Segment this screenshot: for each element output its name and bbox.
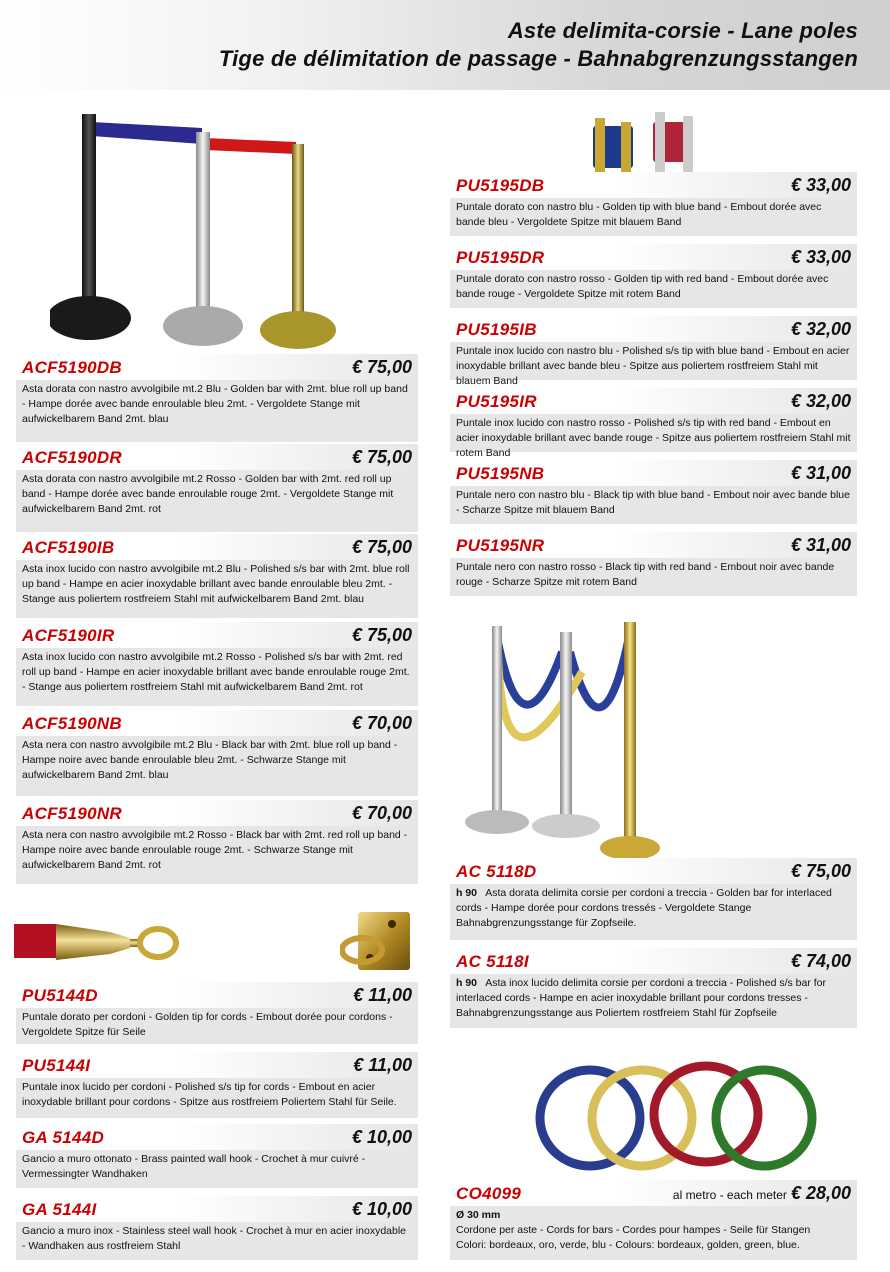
rope-stanchions-image xyxy=(462,612,662,862)
product-description: Puntale nero con nastro blu - Black tip with blue band - Embout noir avec bande blue - Scharze Spitze mit blauem Band xyxy=(456,489,850,516)
product-code: ACF5190IB xyxy=(22,538,115,557)
product-price: € 33,00 xyxy=(790,247,851,267)
product-height: h 90 xyxy=(456,977,478,989)
product-pu5144d xyxy=(16,982,418,1044)
product-code: ACF5190NR xyxy=(22,804,123,823)
product-description: Puntale dorato con nastro rosso - Golden tip with red band - Embout dorée avec bande rouge - Vergoldete Spitze mit rotem Band xyxy=(456,273,829,300)
product-price: € 75,00 xyxy=(351,537,412,557)
page-subtitle: Tige de délimitation de passage - Bahnabgrenzungsstangen xyxy=(218,46,858,71)
product-code: GA 5144I xyxy=(22,1200,97,1219)
product-description: Asta dorata con nastro avvolgibile mt.2 Blu - Golden bar with 2mt. blue roll up band - Hampe dorée avec bande enroulable bleu 2mt. - Vergoldete Stange mit aufwickelbarem Band 2mt. blau xyxy=(22,383,408,425)
product-pu5195dr xyxy=(450,244,857,308)
product-description: Puntale dorato con nastro blu - Golden tip with blue band - Embout dorée avec bande bleu - Vergoldete Spitze mit blauem Band xyxy=(456,201,822,228)
product-code: ACF5190DR xyxy=(22,448,123,467)
header-band xyxy=(0,0,890,90)
product-description: Gancio a muro ottonato - Brass painted wall hook - Crochet à mur cuivré - Vermessingter Wandhaken xyxy=(22,1153,366,1180)
product-description: Asta dorata con nastro avvolgibile mt.2 Rosso - Golden bar with 2mt. red roll up band - Hampe dorée avec bande enroulable rouge 2mt. - Vergoldete Stange mit aufwickelbarem Band 2mt. rot xyxy=(22,473,394,515)
product-acf5190ib xyxy=(16,534,418,618)
product-code: PU5144D xyxy=(22,986,98,1005)
product-description: Asta nera con nastro avvolgibile mt.2 Rosso - Black bar with 2mt. red roll up band - Hampe noire avec bande enroulable rouge 2mt. - Schwarze Stange mit aufwickelbarem Band 2mt. rot xyxy=(22,829,408,871)
product-code: AC 5118D xyxy=(456,862,537,881)
product-description: Puntale nero con nastro rosso - Black tip with red band - Embout noir avec bande rouge - Scharze Spitze mit rotem Band xyxy=(456,561,835,588)
cord-tip-image xyxy=(14,918,179,968)
product-price: € 31,00 xyxy=(790,535,851,555)
product-acf5190nr xyxy=(16,800,418,884)
product-description: Asta inox lucido con nastro avvolgibile mt.2 Rosso - Polished s/s bar with 2mt. red roll up band - Hampe en acier inoxydable brillant avec bande enroulable rouge 2mt. - Stange aus poliertem rostfreiem Stahl mit aufwickelbarem Band 2mt. rot xyxy=(22,651,410,693)
product-price: € 11,00 xyxy=(353,985,412,1005)
product-description-text: Asta dorata delimita corsie per cordoni a treccia - Golden bar for interlaced cords - Hampe dorée pour cordons tressés - Vergoldete Stange Bahnabgrenzungsstange für Zopfseile. xyxy=(456,887,832,929)
product-price: € 75,00 xyxy=(351,357,412,377)
product-code: PU5195IR xyxy=(456,392,537,411)
product-ac5118d xyxy=(450,858,857,940)
product-description xyxy=(450,974,857,1025)
product-description xyxy=(450,1206,857,1257)
product-pu5195ib xyxy=(450,316,857,387)
product-description: Asta inox lucido con nastro avvolgibile mt.2 Blu - Polished s/s bar with 2mt. blue roll up band - Hampe en acier inoxydable brillant avec bande enroulable bleu 2mt. - Stange aus poliertem rostfreiem Stahl mit aufwickelbarem Band 2mt. blau xyxy=(22,563,410,605)
product-price: € 70,00 xyxy=(351,803,412,823)
page-title: Aste delimita-corsie - Lane poles xyxy=(507,18,858,43)
product-pu5195nr xyxy=(450,532,857,596)
product-price: € 32,00 xyxy=(790,319,851,339)
product-acf5190ir xyxy=(16,622,418,706)
cord-description-line2: Colori: bordeaux, oro, verde, blu - Colours: bordeaux, golden, green, blue. xyxy=(456,1239,800,1251)
product-description: Puntale inox lucido con nastro rosso - Polished s/s tip with red band - Embout en acier inoxydable brillant avec bande rouge - Spitze aus poliertem rostfreiem Stahl mit rotem Band xyxy=(456,417,851,459)
product-price: € 75,00 xyxy=(790,861,851,881)
product-code: ACF5190IR xyxy=(22,626,115,645)
cord-diameter: Ø 30 mm xyxy=(456,1209,501,1221)
product-price: € 32,00 xyxy=(790,391,851,411)
product-price: € 75,00 xyxy=(351,625,412,645)
product-height: h 90 xyxy=(456,887,478,899)
wall-hook-image xyxy=(340,910,414,976)
product-description-text: Asta inox lucido delimita corsie per cordoni a treccia - Polished s/s bar for interlaced cords - Hampe en acier inoxydable brillant pour cordons tresses - Bahnabgrenzungsstange aus Poliertem rostfreiem Stahl für Zopfseile xyxy=(456,977,827,1019)
product-code: PU5195IB xyxy=(456,320,537,339)
product-price: € 74,00 xyxy=(790,951,851,971)
product-description: Puntale inox lucido per cordoni - Polished s/s tip for cords - Embout en acier inoxydable brillant pour cordons - Spitze aus rostfreiem Poliertem Stahl für Seile. xyxy=(22,1081,397,1108)
product-code: PU5195NR xyxy=(456,536,545,555)
product-pu5195db xyxy=(450,172,857,236)
product-acf5190db xyxy=(16,354,418,442)
product-acf5190dr xyxy=(16,444,418,532)
cord-rings-image xyxy=(530,1048,820,1178)
product-code: PU5195DR xyxy=(456,248,545,267)
product-price: € 33,00 xyxy=(790,175,851,195)
product-code: ACF5190DB xyxy=(22,358,123,377)
product-code: GA 5144D xyxy=(22,1128,105,1147)
product-ga5144d xyxy=(16,1124,418,1188)
price-unit-note: al metro - each meter xyxy=(672,1188,787,1202)
product-code: ACF5190NB xyxy=(22,714,123,733)
product-pu5195nb xyxy=(450,460,857,524)
product-price: € 75,00 xyxy=(351,447,412,467)
product-pu5195ir xyxy=(450,388,857,459)
product-description: Asta nera con nastro avvolgibile mt.2 Blu - Black bar with 2mt. blue roll up band - Hampe noire avec bande enroulable bleu 2mt. - Schwarze Stange mit aufwickelbarem Band 2mt. blau xyxy=(22,739,398,781)
product-description: Puntale dorato per cordoni - Golden tip for cords - Embout dorée pour cordons - Vergoldete Spitze für Seile xyxy=(22,1011,393,1038)
product-code: PU5195NB xyxy=(456,464,545,483)
product-code: CO4099 xyxy=(456,1184,522,1203)
product-price: € 11,00 xyxy=(353,1055,412,1075)
product-price: € 10,00 xyxy=(351,1199,412,1219)
roll-up-stanchions-image xyxy=(50,108,350,353)
product-price: € 10,00 xyxy=(351,1127,412,1147)
product-price: € 28,00 xyxy=(790,1183,851,1203)
cord-description-line1: Cordone per aste - Cords for bars - Cordes pour hampes - Seile für Stangen xyxy=(456,1224,811,1236)
product-description xyxy=(450,884,857,935)
product-price: € 70,00 xyxy=(351,713,412,733)
product-ga5144i xyxy=(16,1196,418,1260)
product-code: PU5144I xyxy=(22,1056,91,1075)
product-ac5118i xyxy=(450,948,857,1028)
product-pu5144i xyxy=(16,1052,418,1118)
product-code: AC 5118I xyxy=(456,952,529,971)
product-code: PU5195DB xyxy=(456,176,545,195)
product-acf5190nb xyxy=(16,710,418,796)
product-price: € 31,00 xyxy=(790,463,851,483)
product-co4099 xyxy=(450,1180,857,1260)
product-description: Gancio a muro inox - Stainless steel wall hook - Crochet à mur en acier inoxydable - Wandhaken aus rostfreiem Stahl xyxy=(22,1225,407,1252)
product-description: Puntale inox lucido con nastro blu - Polished s/s tip with blue band - Embout en acier inoxydable brillant avec bande bleu - Spitze aus poliertem rostfreiem Stahl mit blauem Band xyxy=(456,345,850,387)
